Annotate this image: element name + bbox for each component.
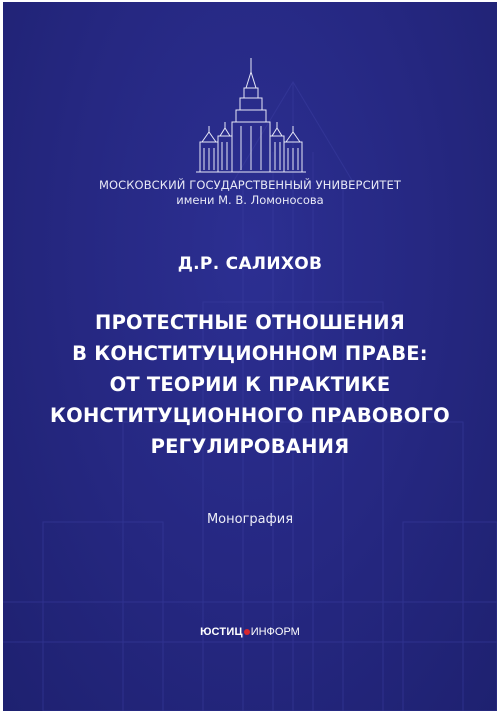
- publisher-dot-icon: [244, 629, 250, 635]
- title-line: В КОНСТИТУЦИОННОМ ПРАВЕ:: [72, 342, 428, 365]
- publisher-logo: [3, 626, 497, 638]
- book-cover: [3, 2, 497, 711]
- msu-main-building-icon: [196, 58, 306, 174]
- author-name: Д.Р. САЛИХОВ: [177, 254, 323, 274]
- university-name: МОСКОВСКИЙ ГОСУДАРСТВЕННЫЙ УНИВЕРСИТЕТ: [98, 178, 402, 192]
- book-title: [3, 307, 497, 462]
- title-line: РЕГУЛИРОВАНИЯ: [150, 435, 350, 458]
- publisher-name-part2: ИНФОРМ: [250, 626, 300, 638]
- title-line: ПРОТЕСТНЫЕ ОТНОШЕНИЯ: [95, 311, 405, 334]
- title-line: КОНСТИТУЦИОННОГО ПРАВОВОГО: [50, 404, 450, 427]
- publisher-name-part1: ЮСТИЦ: [200, 626, 243, 638]
- book-genre: Монография: [206, 512, 294, 527]
- university-subtitle: имени М. В. Ломоносова: [176, 193, 324, 207]
- title-line: ОТ ТЕОРИИ К ПРАКТИКЕ: [109, 373, 391, 396]
